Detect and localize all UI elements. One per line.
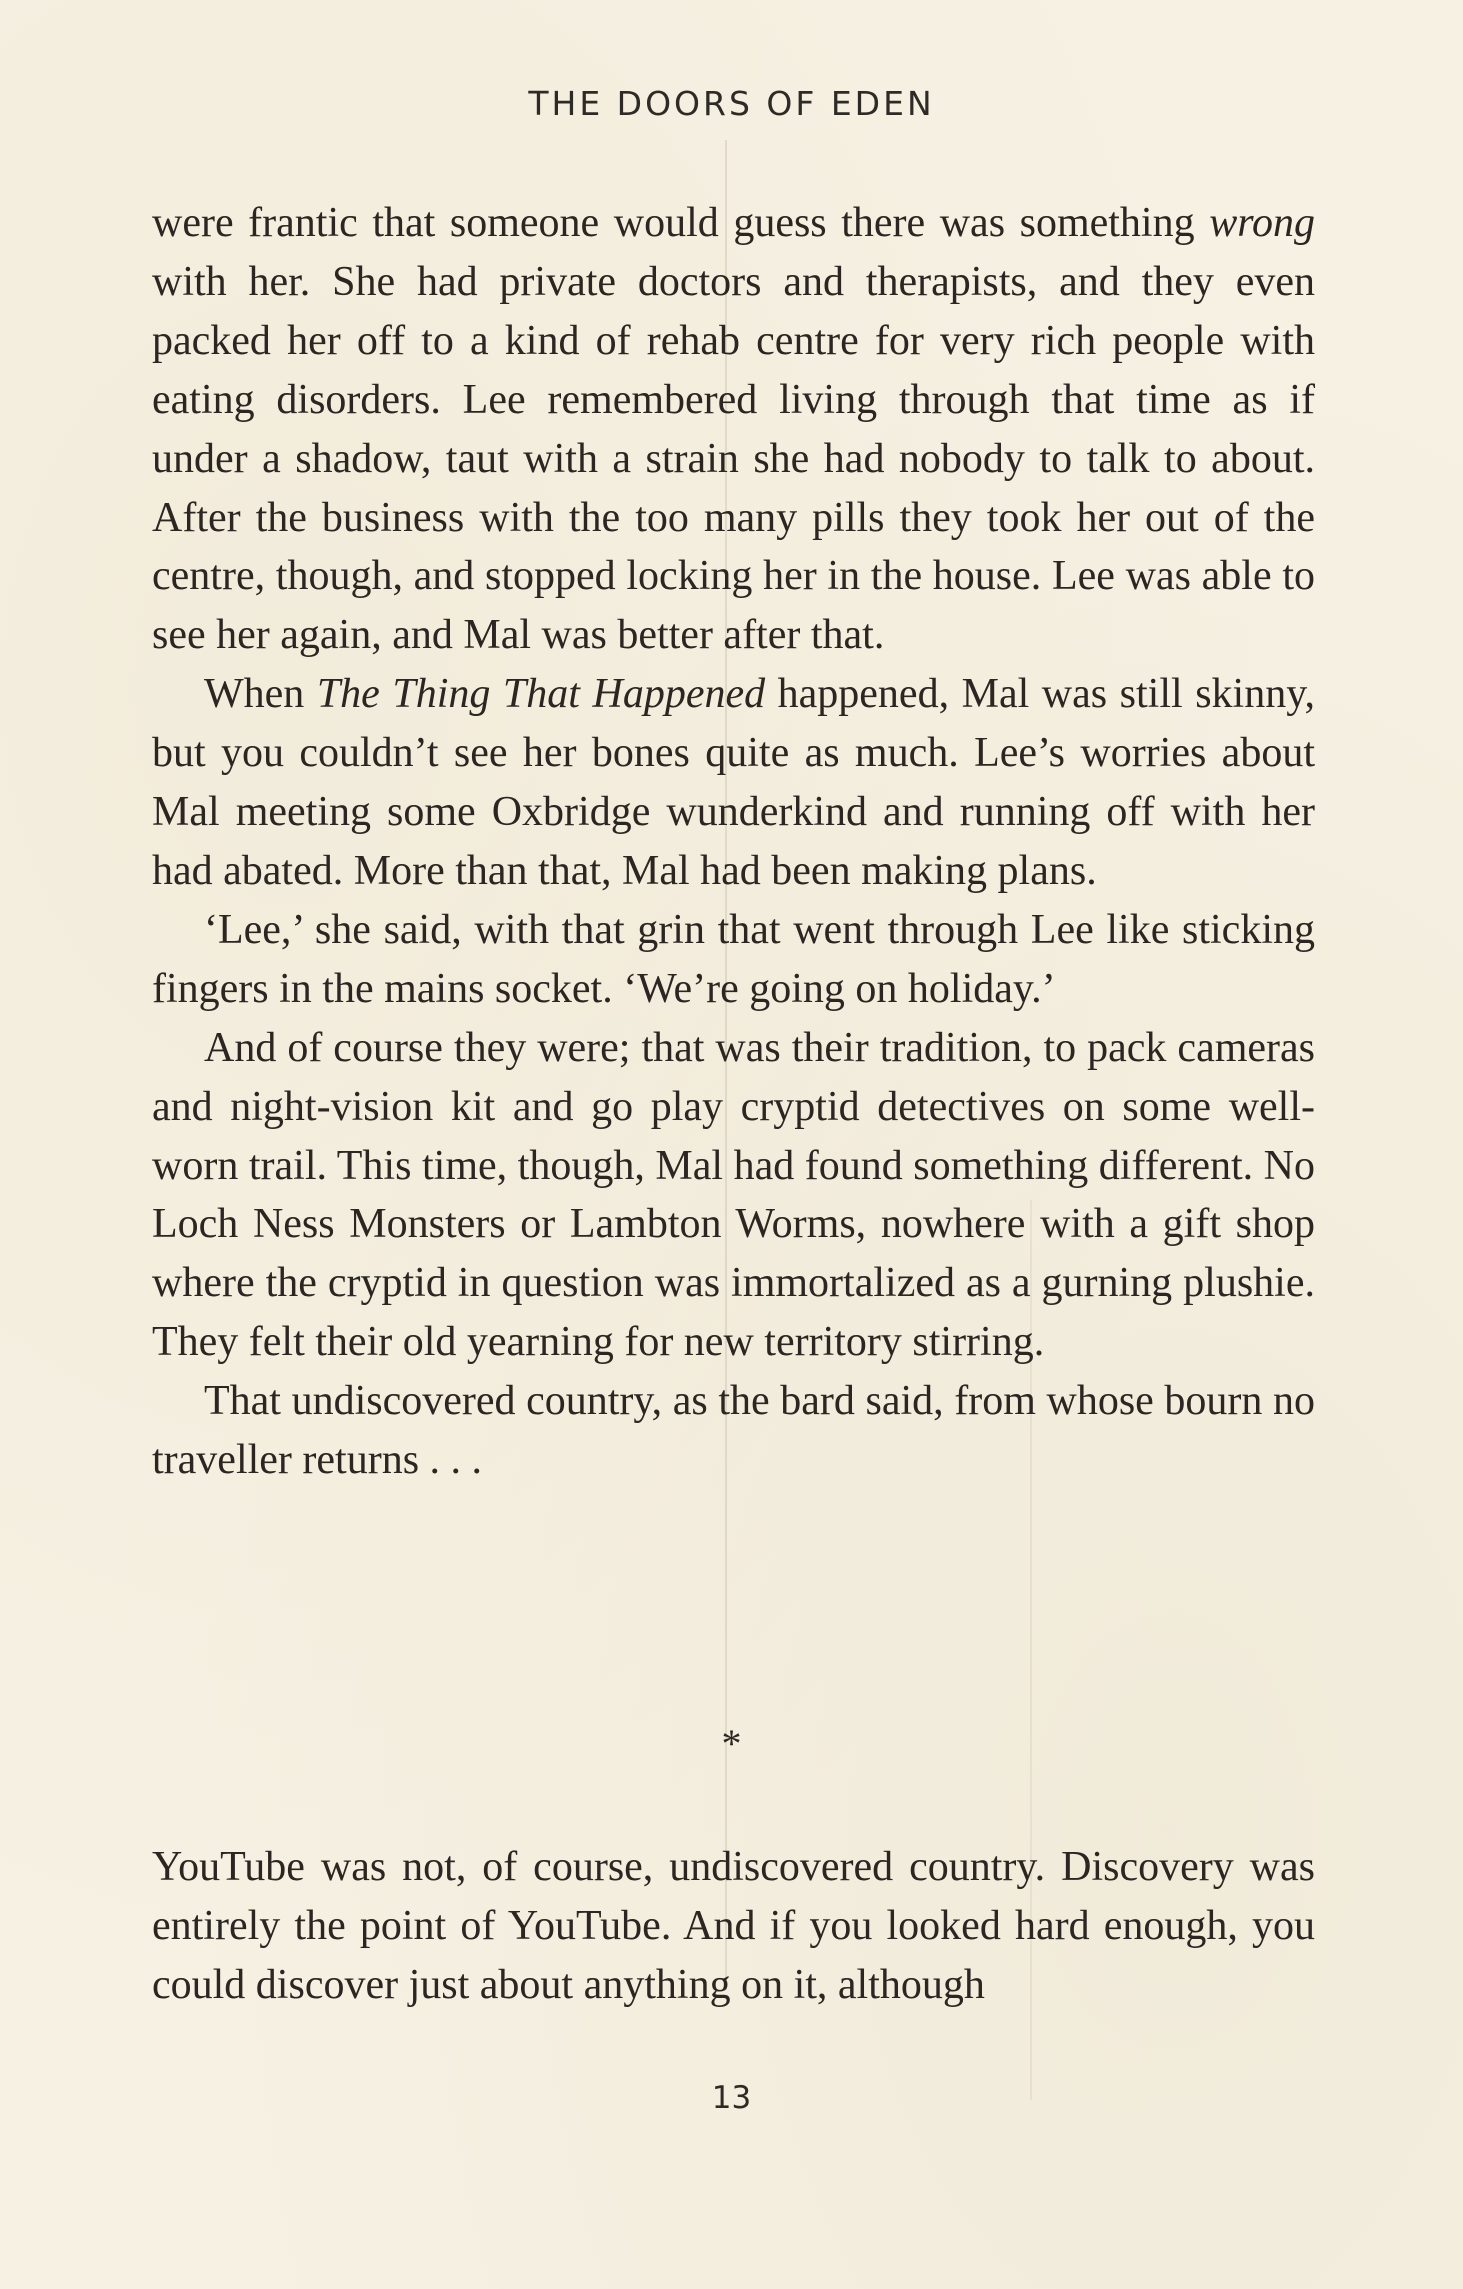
text-run: That undiscovered country, as the bard said, from whose bourn no traveller returns . . .: [152, 1378, 1315, 1484]
italic-text-run: The Thing That Happened: [316, 671, 766, 718]
paragraph: [152, 194, 1315, 665]
text-run: with her. She had private doctors and therapists, and they even packed her off to a kind of rehab centre for very rich people with eating disorders. Lee remembered living through that time as if under a shadow, taut with a strain she had nobody to talk to about. After the business with the too many pills they took her out of the centre, though, and stopped locking her in the house. Lee was able to see her again, and Mal was better after that.: [152, 258, 1315, 659]
body-text-continued: [152, 1838, 1315, 2015]
text-run: were frantic that someone would guess there was something: [152, 200, 1210, 246]
scene-break: *: [721, 1721, 742, 1766]
paragraph: [152, 1019, 1315, 1372]
page-number: 13: [711, 2080, 752, 2116]
paragraph: [152, 1838, 1315, 2015]
paragraph: [152, 1372, 1315, 1490]
running-head: THE DOORS OF EDEN: [528, 84, 935, 123]
paragraph: [152, 665, 1315, 901]
text-run: And of course they were; that was their tradition, to pack cameras and night-vision kit and go play cryptid detectives on some well-worn trail. This time, though, Mal had found something different. No Loch Ness Monsters or Lambton Worms, nowhere with a gift shop where the cryptid in question was immortalized as a gurning plushie. They felt their old yearning for new territory stirring.: [152, 1024, 1315, 1366]
text-run: YouTube was not, of course, undiscovered country. Discovery was entirely the point of YouTube. And if you looked hard enough, you could discover just about anything on it, although: [152, 1844, 1315, 2008]
paragraph: [152, 901, 1315, 1019]
italic-text-run: wrong: [1209, 200, 1315, 246]
text-run: When: [204, 671, 317, 718]
text-run: happened, Mal was still skinny, but you couldn’t see her bones quite as much. Lee’s worries about Mal meeting some Oxbridge wunderkind and running off with her had abated. More than that, Mal had been making plans.: [152, 671, 1315, 894]
body-text: [152, 194, 1315, 1490]
text-run: ‘Lee,’ she said, with that grin that went through Lee like sticking fingers in the mains socket. ‘We’re going on holiday.’: [152, 906, 1315, 1012]
